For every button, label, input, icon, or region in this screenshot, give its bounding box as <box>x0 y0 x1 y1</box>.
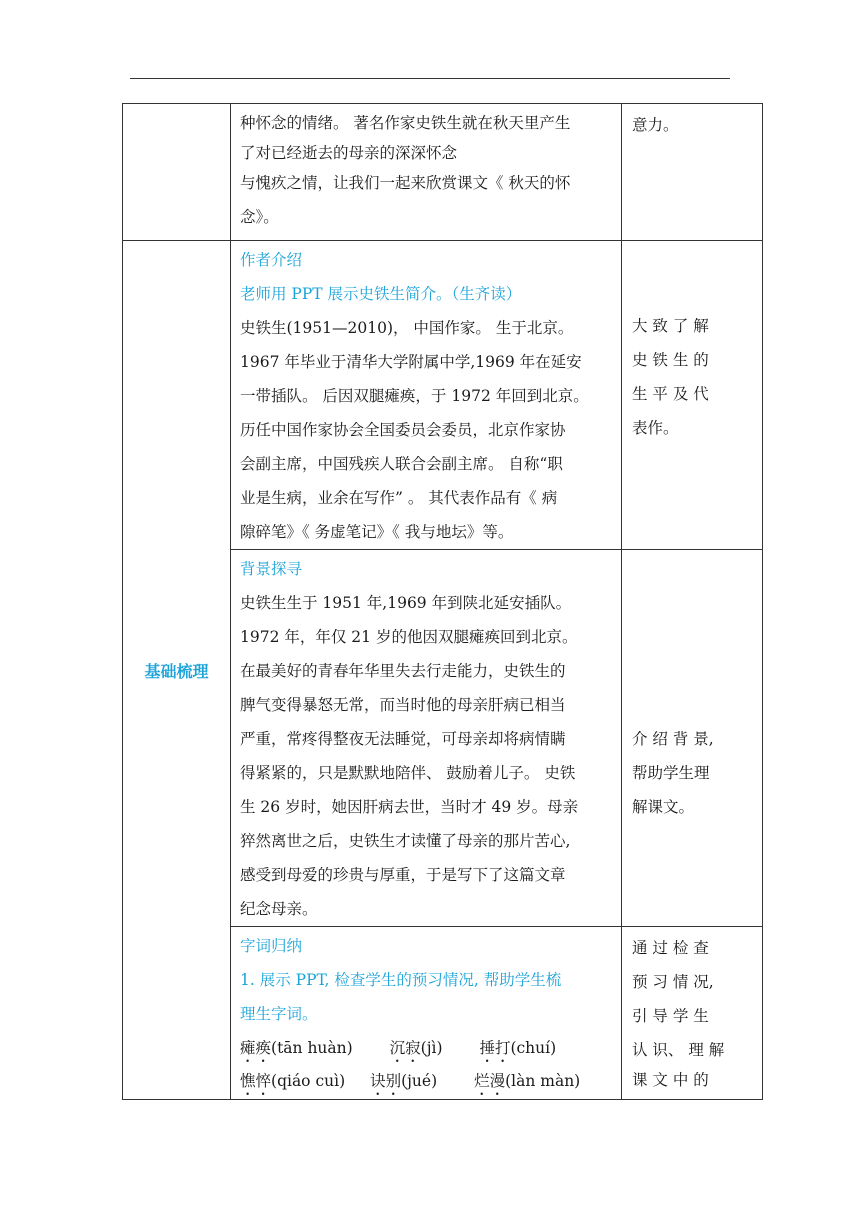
content-cell <box>231 104 622 241</box>
text-line: 史铁生(1951—2010)， 中国作家。 生于北京。 <box>240 319 574 337</box>
vocab-item <box>479 1039 572 1057</box>
text-line: 脾气变得暴怒无常，而当时他的母亲肝病已相当 <box>240 696 566 714</box>
stage-cell <box>123 241 231 1100</box>
note-line: 介 绍 背 景, <box>632 730 714 748</box>
vocab-row <box>240 1066 613 1099</box>
text-line: 业是生病，业余在写作” 。 其代表作品有《 病 <box>240 489 558 507</box>
text-line: 生 26 岁时，她因肝病去世，当时才 49 岁。母亲 <box>240 798 579 816</box>
text-line: 念》。 <box>240 208 279 226</box>
vocab-item <box>390 1039 459 1057</box>
vocab-item <box>474 1072 596 1090</box>
text-line: 纪念母亲。 <box>240 900 318 918</box>
note-cell <box>622 550 763 927</box>
note-cell <box>622 104 763 241</box>
vocab-item <box>240 1072 361 1090</box>
note-line: 课 文 中 的 <box>632 1071 709 1089</box>
stage-label: 基础梳理 <box>144 661 209 681</box>
text-line: 感受到母爱的珍贵与厚重，于是写下了这篇文章 <box>240 866 566 884</box>
text-line: 历任中国作家协会全国委员会委员，北京作家协 <box>240 421 566 439</box>
note-text: 意力。 <box>632 116 679 134</box>
vocab-chars: 捶打 <box>479 1039 511 1057</box>
vocab-chars: 沉寂 <box>389 1039 421 1057</box>
note-line: 引 导 学 生 <box>632 1007 709 1025</box>
section-title: 字词归纳 <box>240 937 303 955</box>
note-line: 通 过 检 查 <box>632 939 709 957</box>
note-line: 解课文。 <box>632 798 695 816</box>
table-row <box>123 241 763 550</box>
vocab-pinyin: (chuí) <box>510 1039 557 1057</box>
vocab-pinyin: (tān huàn) <box>271 1039 353 1057</box>
text-line: 与愧疚之情，让我们一起来欣赏课文《 秋天的怀 <box>240 174 571 192</box>
text-line: 会副主席，中国残疾人联合会副主席。 自称“职 <box>240 455 563 473</box>
note-line: 生 平 及 代 <box>632 385 709 403</box>
vocab-item <box>240 1039 369 1057</box>
note-line: 史 铁 生 的 <box>632 351 709 369</box>
instruction-text: 老师用 PPT 展示史铁生简介。（生齐读） <box>240 285 522 303</box>
text-line: 了对已经逝去的母亲的深深怀念 <box>240 144 458 162</box>
note-line: 帮助学生理 <box>632 764 710 782</box>
text-line: 史铁生生于 1951 年,1969 年到陕北延安插队。 <box>240 594 572 612</box>
text-line: 严重，常疼得整夜无法睡觉，可母亲却将病情瞒 <box>240 730 566 748</box>
note-line: 表作。 <box>632 419 679 437</box>
vocab-pinyin: (qiáo cuì) <box>271 1072 346 1090</box>
stage-cell-empty <box>123 104 231 241</box>
text-line: 一带插队。 后因双腿瘫痪，于 1972 年回到北京。 <box>240 387 589 405</box>
vocab-item <box>370 1072 453 1090</box>
table-row <box>123 104 763 241</box>
vocab-chars: 瘫痪 <box>240 1039 272 1057</box>
text-line: 种怀念的情绪。 著名作家史铁生就在秋天里产生 <box>240 114 571 132</box>
lesson-table <box>122 103 763 1100</box>
text-line: 猝然离世之后，史铁生才读懂了母亲的那片苦心, <box>240 832 571 850</box>
note-line: 预 习 情 况, <box>632 973 714 991</box>
note-cell <box>622 241 763 550</box>
vocab-row <box>240 1031 613 1066</box>
note-line: 认 识、 理 解 <box>632 1041 725 1059</box>
text-line: 隙碎笔》《 务虚笔记》《 我与地坛》等。 <box>240 523 514 541</box>
vocab-pinyin: (jué) <box>401 1072 438 1090</box>
note-line: 大 致 了 解 <box>632 317 709 335</box>
instruction-text: 理生字词。 <box>240 1005 318 1023</box>
text-line: 得紧紧的，只是默默地陪伴、 鼓励着儿子。 史铁 <box>240 764 576 782</box>
content-cell <box>231 550 622 927</box>
content-cell <box>231 927 622 1100</box>
vocab-pinyin: (jì) <box>420 1039 443 1057</box>
text-line: 1967 年毕业于清华大学附属中学,1969 年在延安 <box>240 353 582 371</box>
header-rule <box>130 78 730 79</box>
content-cell <box>231 241 622 550</box>
text-line: 在最美好的青春年华里失去行走能力，史铁生的 <box>240 662 566 680</box>
note-cell <box>622 927 763 1100</box>
section-title: 背景探寻 <box>240 560 303 578</box>
text-line: 1972 年，年仅 21 岁的他因双腿瘫痪回到北京。 <box>240 628 578 646</box>
vocab-chars: 憔悴 <box>240 1072 272 1090</box>
instruction-text: 1. 展示 PPT, 检查学生的预习情况, 帮助学生梳 <box>240 971 562 989</box>
vocab-pinyin: (làn màn) <box>505 1072 581 1090</box>
section-title: 作者介绍 <box>240 251 303 269</box>
vocab-chars: 诀别 <box>370 1072 402 1090</box>
vocab-chars: 烂漫 <box>474 1072 506 1090</box>
